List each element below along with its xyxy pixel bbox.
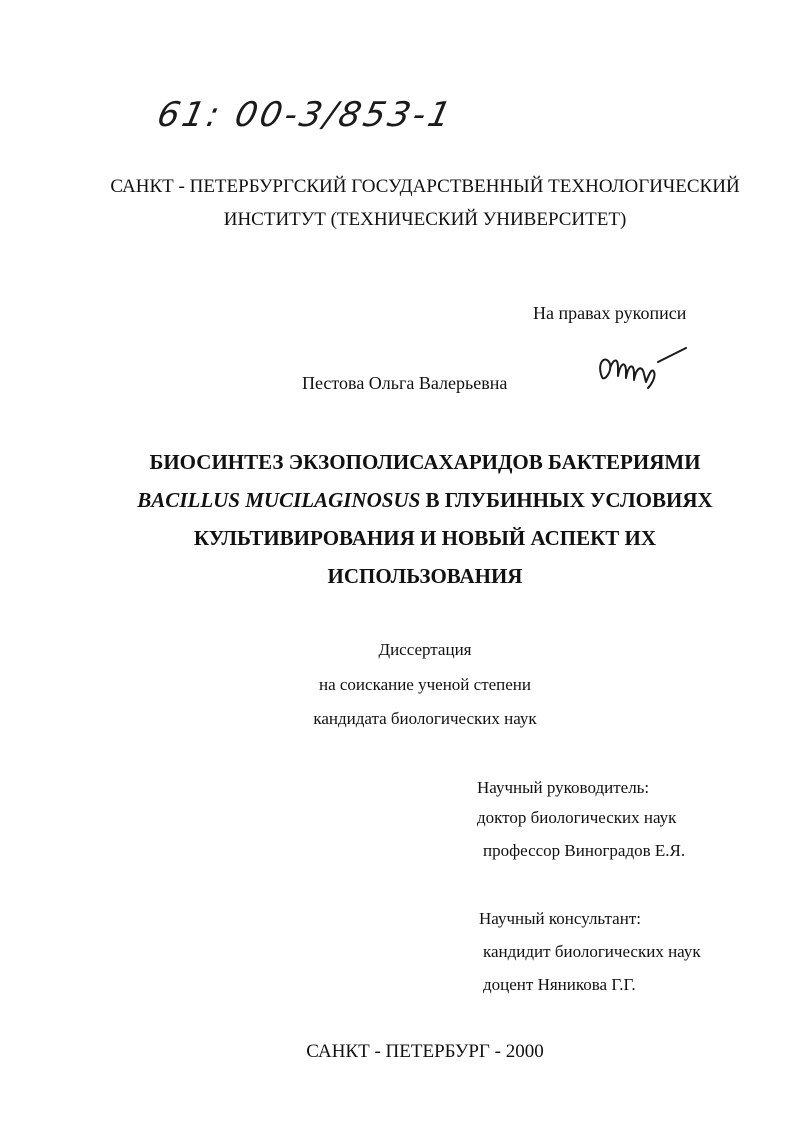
title-line-2-rest: В ГЛУБИННЫХ УСЛОВИЯХ [420, 488, 713, 512]
institution-line-1: САНКТ - ПЕТЕРБУРГСКИЙ ГОСУДАРСТВЕННЫЙ ТЕХНОЛОГИЧЕСКИЙ [110, 176, 740, 197]
consultant-degree: кандидит биологических наук [483, 942, 701, 961]
title-line-4: ИСПОЛЬЗОВАНИЯ [327, 564, 523, 588]
supervisor-name: профессор Виноградов Е.Я. [483, 841, 686, 860]
supervisor-degree: доктор биологических наук [477, 808, 677, 827]
title-line-1: БИОСИНТЕЗ ЭКЗОПОЛИСАХАРИДОВ БАКТЕРИЯМИ [149, 450, 701, 474]
author-signature [592, 342, 687, 402]
consultant-label: Научный консультант: [479, 909, 641, 928]
manuscript-rights-note: На правах рукописи [533, 303, 687, 323]
institution-line-2: ИНСТИТУТ (ТЕХНИЧЕСКИЙ УНИВЕРСИТЕТ) [223, 209, 627, 230]
city-year: САНКТ - ПЕТЕРБУРГ - 2000 [306, 1041, 544, 1062]
dissertation-field: кандидата биологических наук [313, 709, 537, 728]
title-species-name: BACILLUS MUCILAGINOSUS [137, 488, 421, 512]
title-line-2 [0, 488, 793, 513]
consultant-name: доцент Няникова Г.Г. [483, 975, 636, 994]
dissertation-degree-line: на соискание ученой степени [318, 675, 532, 694]
archive-code-handwritten: 61: 00-3/853-1 [153, 95, 458, 135]
dissertation-type: Диссертация [378, 640, 472, 659]
supervisor-label: Научный руководитель: [477, 778, 650, 797]
author-name: Пестова Ольга Валерьевна [302, 373, 508, 393]
title-line-3: КУЛЬТИВИРОВАНИЯ И НОВЫЙ АСПЕКТ ИХ [193, 526, 657, 550]
